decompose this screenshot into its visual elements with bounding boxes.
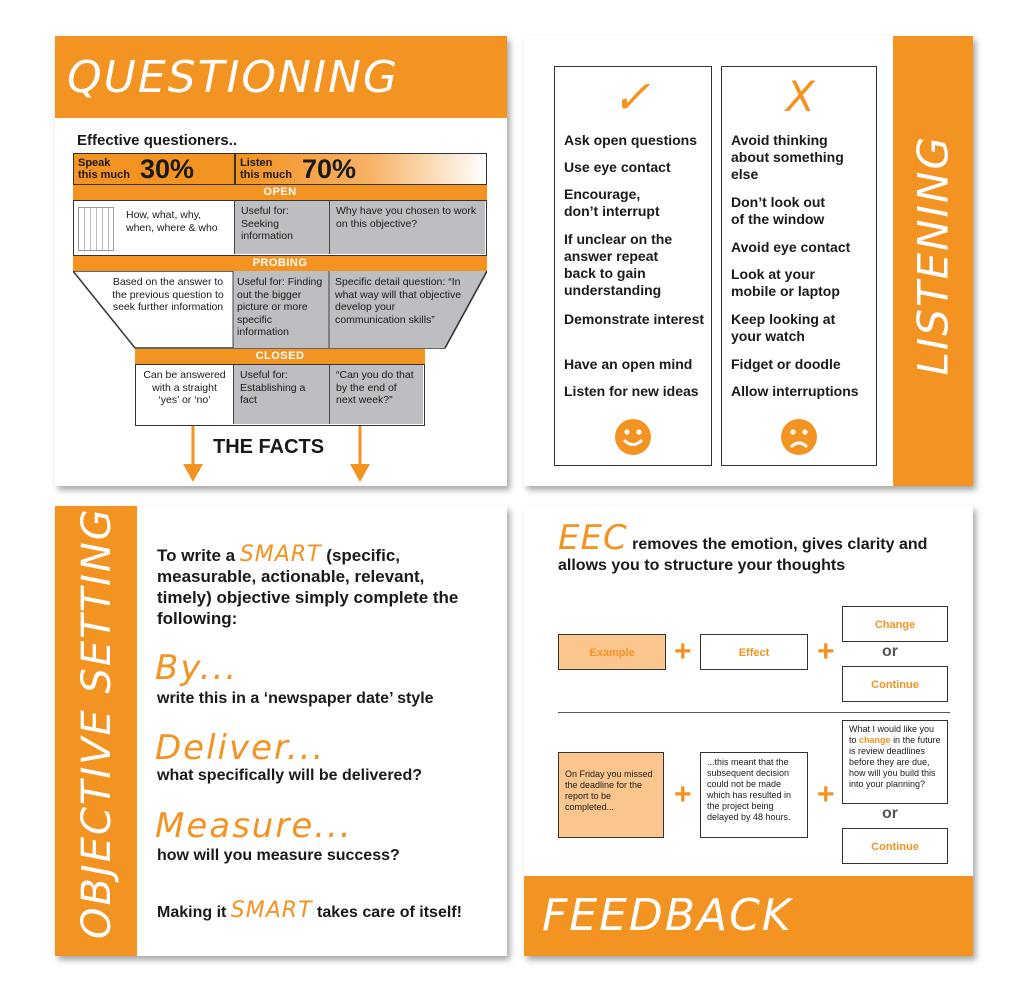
questioning-title: QUESTIONING [67, 52, 399, 103]
open-bar: OPEN [73, 185, 487, 200]
dont-item-2: Don’t look out of the window [731, 194, 826, 227]
do-item-2: Use eye contact [564, 159, 671, 175]
speak-percentage: 30% [140, 154, 195, 184]
change-label: Change [874, 619, 916, 631]
dont-item-4: Look at your mobile or laptop [731, 266, 840, 299]
closing-smart-word: SMART [230, 898, 313, 923]
probing-question: Specific detail question: “In what way will that objective develop your communication skills” [335, 276, 462, 326]
change-detail-text-2: in the future is review deadlines before they are due, how will you build this into your planning? [849, 735, 941, 789]
objective-closing [157, 898, 462, 923]
listening-card [524, 36, 973, 486]
listening-title: LISTENING [908, 135, 958, 376]
closed-row [135, 364, 425, 426]
questioning-card [55, 36, 507, 486]
eec-word: EEC [558, 518, 628, 558]
do-item-7: Listen for new ideas [564, 383, 699, 399]
continue-detail-box [842, 828, 948, 864]
effect-box [700, 634, 808, 670]
change-box [842, 606, 948, 642]
feedback-band [524, 876, 973, 956]
do-item-3: Encourage, don’t interrupt [564, 186, 660, 219]
step-by-word: By... [155, 648, 239, 688]
feedback-heading [558, 518, 958, 576]
feedback-heading-text: removes the emotion, gives clarity and allows you to structure your thoughts [558, 536, 928, 574]
step-deliver-word: Deliver... [155, 728, 326, 768]
left-arrow-icon [181, 426, 205, 484]
continue-label: Continue [871, 679, 919, 691]
happy-face-icon [614, 418, 652, 456]
open-question: Why have you chosen to work on this objective? [330, 201, 485, 254]
closed-useful: Useful for: Establishing a fact [234, 365, 330, 424]
closing-start: Making it [157, 904, 227, 921]
right-arrow-icon [348, 426, 372, 484]
closed-bar: CLOSED [135, 349, 425, 364]
step-measure-word: Measure... [155, 806, 353, 846]
check-icon: ✓ [612, 71, 651, 123]
open-row [73, 200, 487, 256]
objective-intro-start: To write a [157, 546, 236, 565]
the-facts: THE FACTS [213, 436, 325, 458]
speak-label-1: Speak [78, 157, 111, 169]
example-label: Example [589, 647, 635, 659]
objective-title: OBJECTIVE SETTING [74, 507, 120, 939]
plus-icon-3: + [674, 778, 692, 811]
do-item-6: Have an open mind [564, 356, 693, 372]
dont-item-6: Fidget or doodle [731, 356, 841, 372]
objective-intro [157, 544, 477, 629]
closed-example: Can be answered with a straight ‘yes’ or ‘no’ [136, 365, 234, 424]
effect-detail-text: ...this meant that the subsequent decision could not be made which has resulted in the project being delayed by 48 hours. [707, 757, 792, 822]
listen-percentage: 70% [302, 154, 357, 184]
plus-icon-2: + [817, 635, 835, 668]
continue-box [842, 666, 948, 702]
listen-label-2: this much [240, 169, 292, 181]
objective-card [55, 506, 507, 956]
change-detail-word: change [859, 735, 891, 745]
feedback-card [524, 506, 973, 956]
open-example: How, what, why, when, where & who [126, 209, 218, 234]
dont-item-1: Avoid thinking about something else [731, 132, 844, 182]
cross-icon: X [786, 72, 817, 121]
effect-label: Effect [738, 647, 770, 659]
dont-item-3: Avoid eye contact [731, 239, 851, 255]
continue-detail-label: Continue [871, 841, 919, 853]
dont-item-5: Keep looking at your watch [731, 311, 836, 344]
do-item-1: Ask open questions [564, 132, 698, 148]
effect-detail-box [700, 752, 808, 838]
plus-icon-4: + [817, 778, 835, 811]
example-detail-box [558, 752, 664, 838]
change-detail-box [842, 720, 948, 804]
step-by-text: write this in a ‘newspaper date’ style [157, 690, 434, 707]
speak-listen-row [73, 153, 487, 185]
ladder-icon [78, 207, 114, 251]
step-measure-text: how will you measure success? [157, 847, 400, 864]
listen-label-1: Listen [240, 157, 273, 169]
open-useful: Useful for: Seeking information [234, 201, 330, 254]
questioning-subtitle: Effective questioners.. [77, 132, 238, 149]
or-label-top: or [882, 643, 898, 660]
questioning-header [55, 36, 507, 118]
or-label-bottom: or [882, 805, 898, 822]
step-deliver-text: what specifically will be delivered? [157, 767, 422, 784]
probing-bar: PROBING [73, 256, 487, 271]
closing-end: takes care of itself! [316, 904, 462, 921]
plus-icon-1: + [674, 635, 692, 668]
do-item-4: If unclear on the answer repeat back to gain understanding [564, 231, 673, 298]
change-detail-text-1: What I would like you to [849, 724, 935, 745]
example-detail-text: On Friday you missed the deadline for the report to be completed... [565, 769, 653, 812]
objective-intro-rest: (specific, measurable, actionable, relevant, timely) objective simply complete the following: [157, 546, 459, 628]
feedback-title: FEEDBACK [542, 890, 793, 941]
listening-side-band [893, 36, 973, 486]
objective-side-band [55, 506, 137, 956]
sad-face-icon [780, 418, 818, 456]
dont-item-7: Allow interruptions [731, 383, 859, 399]
closed-question: “Can you do that by the end of next week?” [330, 365, 423, 424]
speak-label-2: this much [78, 169, 130, 181]
probing-example: Based on the answer to the previous question to seek further information [112, 276, 224, 313]
example-box [558, 634, 666, 670]
do-item-5: Demonstrate interest [564, 311, 705, 327]
smart-word: SMART [239, 542, 322, 567]
divider [558, 712, 950, 713]
probing-useful: Useful for: Finding out the bigger picture or more specific information [237, 276, 323, 338]
